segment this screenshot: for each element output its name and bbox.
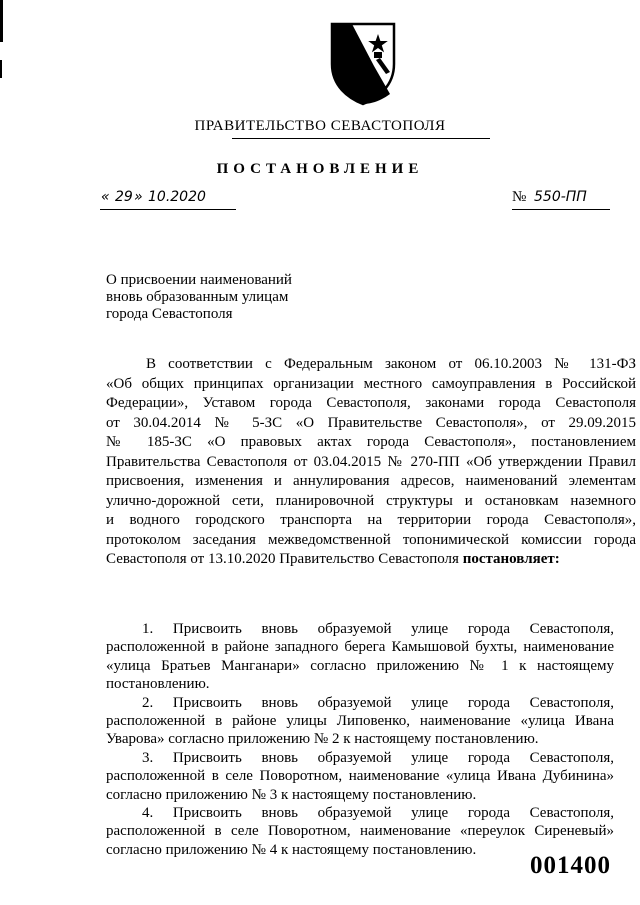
preamble-line: Федерации», Уставом города Севастополя, законами города Севастополя <box>106 395 636 411</box>
preamble-line: от 30.04.2014 № 5-ЗС «О Правительстве Севастополя», от 29.09.2015 <box>106 414 636 431</box>
item-line: 3. Присвоить вновь образуемой улице города Севастополя, <box>142 749 614 766</box>
date-month-year: 10.2020 <box>148 189 206 205</box>
subject-line: города Севастополя <box>106 306 233 322</box>
decree-item-2 <box>106 694 614 749</box>
item-line: расположенной в селе Поворотном, наименование «переулок Сиреневый» <box>106 823 614 840</box>
sevastopol-coat-of-arms-icon <box>328 20 398 106</box>
document-number <box>512 189 610 210</box>
preamble-line: улично-дорожной сети, планировочной структуры и остановкам наземного <box>106 492 636 509</box>
preamble-line: «Об общих принципах организации местного самоуправления в Российской <box>106 375 636 392</box>
subject-line: вновь образованным улицам <box>106 289 289 305</box>
decree-item-1 <box>106 620 614 694</box>
decree-keyword: постановляет: <box>462 551 560 567</box>
decree-items <box>106 620 614 859</box>
date-day: 29 <box>115 189 133 205</box>
subject-line: О присвоении наименований <box>106 272 292 288</box>
item-line: 4. Присвоить вновь образуемой улице города Севастополя, <box>142 804 614 821</box>
item-line: постановлению. <box>106 676 210 693</box>
item-line: Уварова» согласно приложению № 2 к настоящему постановлению. <box>106 731 539 748</box>
preamble-line: протоколом заседания межведомственной топонимической комиссии города <box>106 531 636 548</box>
number-value: 550-ПП <box>534 189 587 205</box>
preamble-line: № 185-ЗС «О правовых актах города Севастополя», постановлением <box>106 434 636 450</box>
document-type-heading: ПОСТАНОВЛЕНИЕ <box>216 161 424 177</box>
scan-edge-mark <box>0 60 2 78</box>
decree-item-4 <box>106 804 614 859</box>
preamble-line: присвоения, изменения и аннулирования адресов, наименований элементам <box>106 473 636 489</box>
preamble-line: Правительства Севастополя от 03.04.2015 № 270-ПП «Об утверждении Правил <box>106 453 636 470</box>
preamble-final-line <box>106 550 636 570</box>
sheet-serial-number: 001400 <box>530 852 611 879</box>
title-underline <box>232 138 490 139</box>
document-date <box>100 189 236 210</box>
subject-block <box>106 272 406 323</box>
item-line: согласно приложению № 3 к настоящему постановлению. <box>106 786 477 803</box>
preamble-line: и водного городского транспорта на территории города Севастополя», <box>106 512 636 528</box>
preamble-final-text: Севастополя от 13.10.2020 Правительство Севастополя <box>106 551 463 567</box>
preamble-paragraph <box>106 355 636 570</box>
item-line: 1. Присвоить вновь образуемой улице города Севастополя, <box>142 621 614 637</box>
decree-item-3 <box>106 749 614 804</box>
item-line: расположенной в селе Поворотном, наименование «улица Ивана Дубинина» <box>106 768 614 785</box>
preamble-line: В соответствии с Федеральным законом от 06.10.2003 № 131-ФЗ <box>146 356 636 372</box>
item-line: 2. Присвоить вновь образуемой улице города Севастополя, <box>142 694 614 711</box>
item-line: расположенной в районе западного берега Камышовой бухты, наименование <box>106 639 614 656</box>
item-line: расположенной в районе улицы Липовенко, наименование «улица Ивана <box>106 712 614 729</box>
organization-title: ПРАВИТЕЛЬСТВО СЕВАСТОПОЛЯ <box>194 118 446 134</box>
item-line: согласно приложению № 4 к настоящему постановлению. <box>106 841 477 858</box>
item-line: «улица Братьев Манганари» согласно приложению № 1 к настоящему <box>106 657 614 674</box>
date-quote-close: » <box>134 189 143 205</box>
number-sign: № <box>512 189 527 205</box>
scan-edge-mark <box>0 0 3 42</box>
date-quote-open: « <box>101 189 110 205</box>
